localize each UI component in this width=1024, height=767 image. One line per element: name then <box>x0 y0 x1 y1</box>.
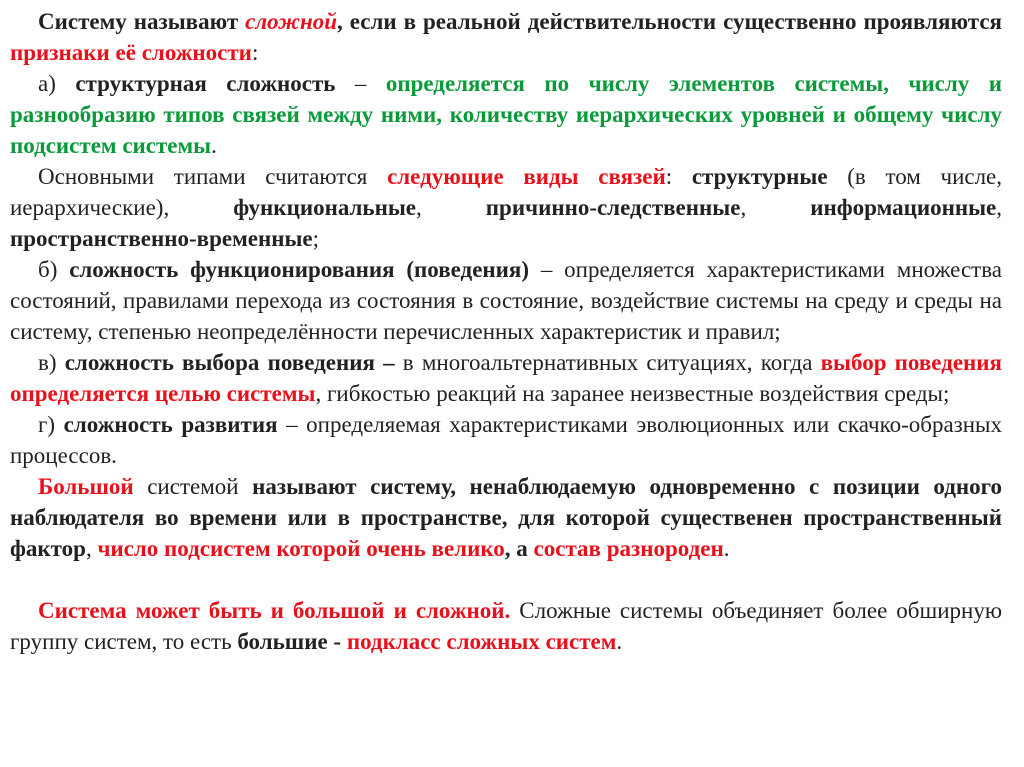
term-structural: структурные <box>691 164 828 189</box>
item-marker: в) <box>38 350 65 375</box>
text-run: . <box>723 536 730 561</box>
highlight-complexity-signs: признаки её сложности <box>10 40 252 65</box>
text-run: Систему называют <box>38 9 246 34</box>
term-causal: причинно-следственные <box>485 195 741 220</box>
highlight-link-types: следующие виды связей <box>387 164 666 189</box>
text-run: – <box>335 71 386 96</box>
item-functioning-complexity <box>10 254 1002 347</box>
highlight-complex: сложной <box>245 9 338 34</box>
text-run: - <box>327 629 347 654</box>
term-behavior-choice: сложность выбора поведения – <box>64 350 395 375</box>
item-behavior-choice-complexity <box>10 347 1002 409</box>
highlight-goal-choice: выбор поведения определяется целью системы <box>10 350 1002 406</box>
text-run: , если в реальной действительности существенно проявляются <box>337 9 1003 34</box>
definition-complex-system <box>10 6 1002 68</box>
text-run: ; <box>312 226 320 251</box>
text-run: – определяется характеристиками множества состояний, правилами перехода из состояния в состояние, воздействие системы на среду и среды на систему, степенью неопределённости перечисленных характеристик и правил; <box>10 257 1002 344</box>
term-functional: функциональные <box>233 195 417 220</box>
term-spatiotemporal: пространственно-временные <box>10 226 313 251</box>
highlight-heterogeneous: состав разнороден <box>533 536 724 561</box>
item-marker: г) <box>38 412 64 437</box>
text-run: в многоальтернативных ситуациях, когда <box>394 350 821 375</box>
text-run: , <box>416 195 486 220</box>
highlight-subclass: подкласс сложных систем <box>346 629 617 654</box>
text-run: , <box>740 195 811 220</box>
highlight-large-and-complex: Система может быть и большой и сложной. <box>38 598 511 623</box>
item-structural-complexity <box>10 68 1002 161</box>
text-run: . <box>616 629 623 654</box>
highlight-large: Большой <box>38 474 134 499</box>
term-structural-complexity: структурная сложность <box>75 71 336 96</box>
term-functioning-complexity: сложность функционирования (поведения) <box>69 257 530 282</box>
text-run: Основными типами считаются <box>38 164 388 189</box>
text-run: , а <box>504 536 534 561</box>
paragraph-gap <box>10 564 1002 595</box>
highlight-structural-definition: определяется по числу элементов системы, числу и разнообразию типов связей между ними, количеству иерархических уровней и общему числу подсистем системы <box>10 71 1002 158</box>
text-run: , гибкостью реакций на заранее неизвестные воздействия среды; <box>315 381 950 406</box>
term-informational: информационные <box>810 195 997 220</box>
text-run: , <box>996 195 1003 220</box>
text-run: . <box>211 133 217 158</box>
text-run: Сложные системы объединяет более обширную группу систем, то есть <box>10 598 1002 654</box>
text-run: , <box>85 536 98 561</box>
item-marker: а) <box>38 71 76 96</box>
item-marker: б) <box>38 257 70 282</box>
text-run: : <box>665 164 692 189</box>
link-types-paragraph <box>10 161 1002 254</box>
term-large: большие <box>237 629 328 654</box>
text-run: (в том числе, иерархические), <box>10 164 1003 220</box>
text-run: – определяемая характеристиками эволюционных или скачко-образных процессов. <box>10 412 1003 468</box>
text-run: системой <box>133 474 253 499</box>
conclusion-paragraph <box>10 595 1002 657</box>
large-system-definition: называют систему, ненаблюдаемую одновременно с позиции одного наблюдателя во времени или в пространстве, для которой существенен пространственный фактор <box>10 474 1002 561</box>
text-run: : <box>251 40 259 65</box>
term-development-complexity: сложность развития <box>63 412 278 437</box>
item-development-complexity <box>10 409 1002 471</box>
highlight-many-subsystems: число подсистем которой очень велико <box>97 536 505 561</box>
definition-large-system <box>10 471 1002 564</box>
